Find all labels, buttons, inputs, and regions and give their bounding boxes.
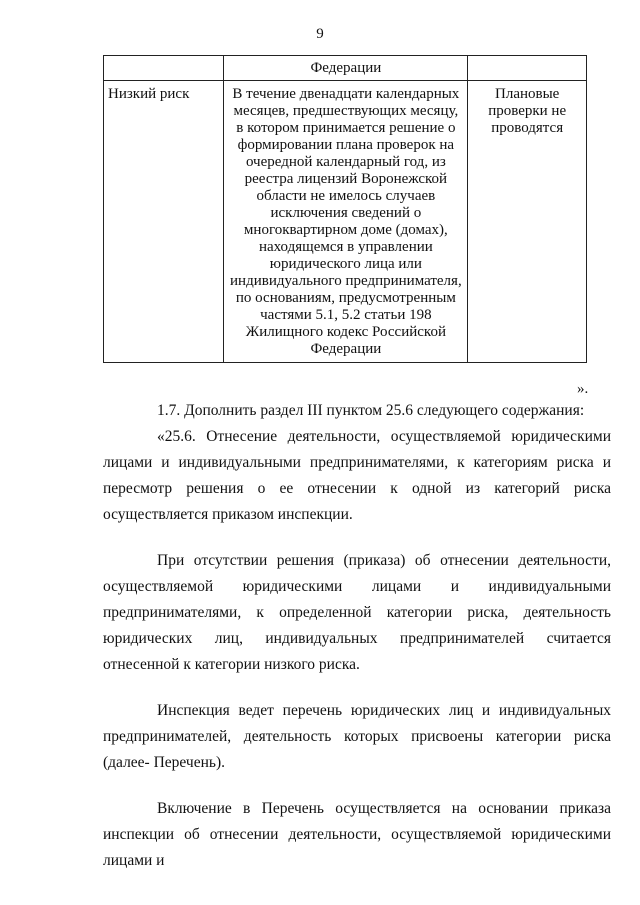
document-body xyxy=(103,398,611,894)
risk-category-table xyxy=(103,55,587,363)
risk-criteria-cell: В течение двенадцати календарных месяцев, предшествующих месяцу, в котором принимается решение о формировании плана проверок на очередной календарный год, из реестра лицензий Воронежской области не имелось случаев исключения сведений о многоквартирном доме (домах), находящемся в управлении юридического лица или индивидуального предпринимателя, по основаниям, предусмотренным частями 5.1, 5.2 статьи 198 Жилищного кодекс Российской Федерации xyxy=(224,81,468,363)
body-paragraph: Инспекция ведет перечень юридических лиц и индивидуальных предпринимателей, деятельность которых присвоены категории риска (далее- Перечень). xyxy=(103,702,611,771)
risk-category-cell: Низкий риск xyxy=(104,81,224,363)
amendment-paragraph: 1.7. Дополнить раздел III пунктом 25.6 следующего содержания: xyxy=(157,402,585,419)
body-paragraph: Включение в Перечень осуществляется на основании приказа инспекции об отнесении деятельности, осуществляемой юридическими лицами и xyxy=(103,800,611,869)
table-row xyxy=(104,56,587,81)
table-cell: Федерации xyxy=(224,56,468,81)
inspections-cell: Плановые проверки не проводятся xyxy=(468,81,587,363)
page-number: 9 xyxy=(316,26,324,42)
body-paragraph: «25.6. Отнесение деятельности, осуществляемой юридическими лицами и индивидуальными предпринимателями, к категориям риска и пересмотр решения о ее отнесении к одной из категорий риска осуществляется приказом инспекции. xyxy=(103,428,611,523)
closing-quote: ». xyxy=(577,381,589,397)
table-cell xyxy=(104,56,224,81)
table-row xyxy=(104,81,587,363)
table-cell xyxy=(468,56,587,81)
body-paragraph: При отсутствии решения (приказа) об отнесении деятельности, осуществляемой юридическими лицами и индивидуальными предпринимателями, к определенной категории риска, деятельность юридических лиц, индивидуальных предпринимателей считается отнесенной к категории низкого риска. xyxy=(103,552,611,673)
